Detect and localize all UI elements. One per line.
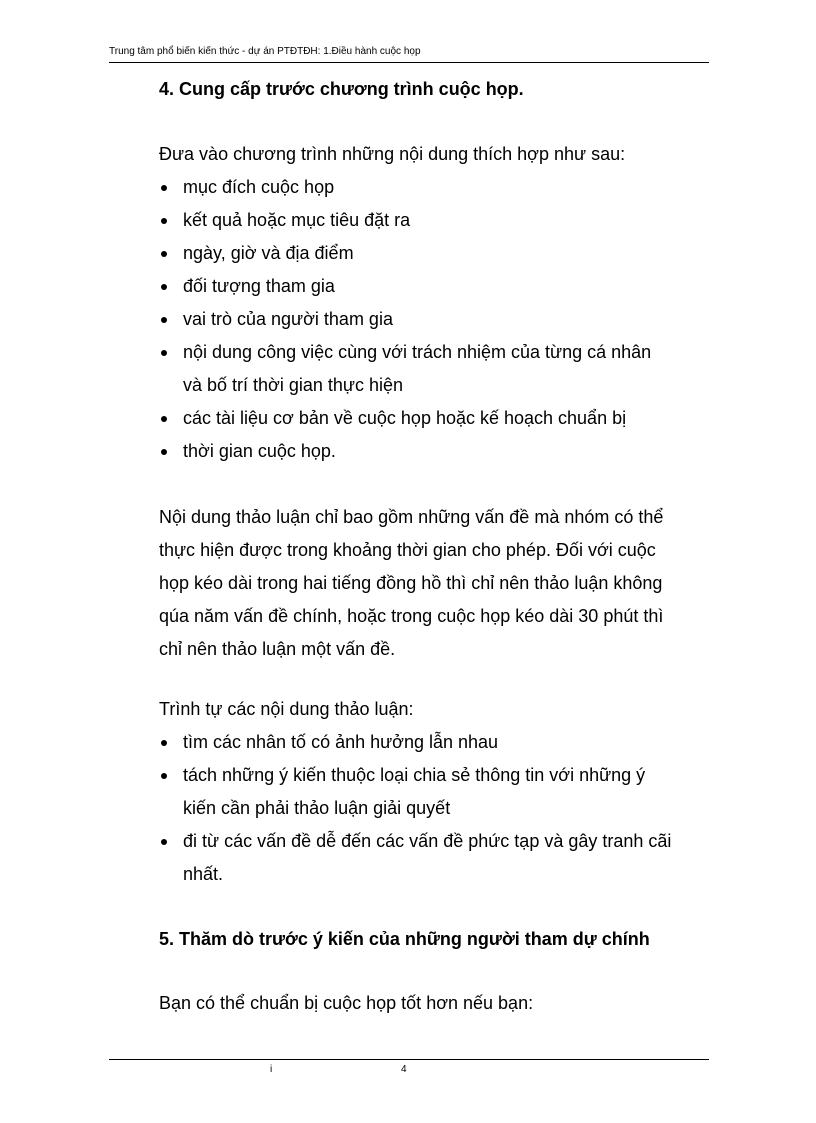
list-item xyxy=(159,435,715,468)
paragraph-line: họp kéo dài trong hai tiếng đồng hồ thì chỉ nên thảo luận không xyxy=(159,573,663,593)
bullet-icon xyxy=(161,773,167,779)
running-header-text: Trung tâm phổ biến kiến thức - dự án PTĐTĐH: 1.Điều hành cuộc họp xyxy=(109,46,421,57)
bullet-icon xyxy=(161,284,167,290)
section-4-heading: 4. Cung cấp trước chương trình cuộc họp. xyxy=(159,79,524,99)
agenda-content-list xyxy=(159,171,715,468)
discussion-order-intro: Trình tự các nội dung thảo luận: xyxy=(159,699,414,719)
section-5-intro: Bạn có thể chuẩn bị cuộc họp tốt hơn nếu bạn: xyxy=(159,993,534,1013)
list-item xyxy=(159,336,715,402)
list-item xyxy=(159,825,715,891)
list-item xyxy=(159,402,715,435)
list-item-text: vai trò của người tham gia xyxy=(183,309,393,329)
bullet-icon xyxy=(161,185,167,191)
page-number: 4 xyxy=(401,1064,407,1075)
paragraph-line: qúa năm vấn đề chính, hoặc trong cuộc họp kéo dài 30 phút thì xyxy=(159,606,664,626)
list-item xyxy=(159,303,715,336)
bullet-icon xyxy=(161,416,167,422)
section-5-heading: 5. Thăm dò trước ý kiến của những người tham dự chính xyxy=(159,929,650,949)
footer-mark: i xyxy=(270,1064,273,1075)
discussion-order-list xyxy=(159,726,715,891)
paragraph-line: Nội dung thảo luận chỉ bao gồm những vấn đề mà nhóm có thể xyxy=(159,507,664,527)
list-item-text: các tài liệu cơ bản về cuộc họp hoặc kế hoạch chuẩn bị xyxy=(183,408,627,428)
list-item-text-continued: và bố trí thời gian thực hiện xyxy=(183,375,403,395)
footer-divider xyxy=(109,1059,709,1060)
list-item xyxy=(159,270,715,303)
list-item-text: tìm các nhân tố có ảnh hưởng lẫn nhau xyxy=(183,732,499,752)
bullet-icon xyxy=(161,350,167,356)
list-item-text: kết quả hoặc mục tiêu đặt ra xyxy=(183,210,411,230)
bullet-icon xyxy=(161,218,167,224)
bullet-icon xyxy=(161,839,167,845)
list-item-text: đối tượng tham gia xyxy=(183,276,335,296)
list-item xyxy=(159,759,715,825)
discussion-paragraph xyxy=(159,501,715,666)
paragraph-line: thực hiện được trong khoảng thời gian cho phép. Đối với cuộc xyxy=(159,540,656,560)
list-item-text-continued: nhất. xyxy=(183,864,224,884)
bullet-icon xyxy=(161,449,167,455)
list-item xyxy=(159,237,715,270)
list-item-text: tách những ý kiến thuộc loại chia sẻ thông tin với những ý xyxy=(183,765,646,785)
bullet-icon xyxy=(161,740,167,746)
list-item-text-continued: kiến cần phải thảo luận giải quyết xyxy=(183,798,451,818)
list-item xyxy=(159,726,715,759)
list-item-text: đi từ các vấn đề dễ đến các vấn đề phức tạp và gây tranh cãi xyxy=(183,831,672,851)
bullet-icon xyxy=(161,251,167,257)
header-divider xyxy=(109,62,709,63)
list-item-text: nội dung công việc cùng với trách nhiệm của từng cá nhân xyxy=(183,342,652,362)
bullet-icon xyxy=(161,317,167,323)
list-item-text: ngày, giờ và địa điểm xyxy=(183,243,354,263)
list-item-text: thời gian cuộc họp. xyxy=(183,441,336,461)
paragraph-line: chỉ nên thảo luận một vấn đề. xyxy=(159,639,396,659)
section-4-intro: Đưa vào chương trình những nội dung thích hợp như sau: xyxy=(159,144,626,164)
list-item-text: mục đích cuộc họp xyxy=(183,177,335,197)
list-item xyxy=(159,171,715,204)
list-item xyxy=(159,204,715,237)
